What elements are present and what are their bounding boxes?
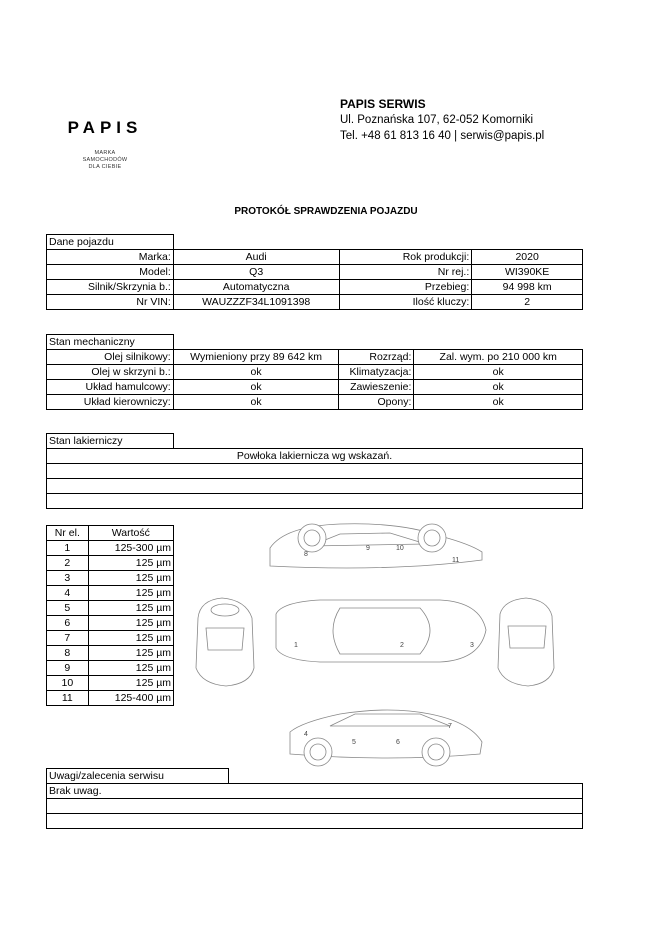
section-title: Dane pojazdu — [47, 235, 174, 250]
element-value: 125 µm — [88, 646, 173, 661]
element-value: 125 µm — [88, 616, 173, 631]
element-number: 8 — [47, 646, 89, 661]
element-number: 9 — [47, 661, 89, 676]
field-label: Nr rej.: — [339, 265, 472, 280]
element-value: 125 µm — [88, 571, 173, 586]
mechanical-table — [46, 334, 583, 410]
element-number: 11 — [47, 691, 89, 706]
section-title: Uwagi/zalecenia serwisu — [47, 769, 229, 784]
field-value: Audi — [173, 250, 339, 265]
company-info — [340, 96, 544, 144]
field-value: Zal. wym. po 210 000 km — [414, 350, 583, 365]
field-label: Rozrząd: — [339, 350, 414, 365]
field-value: ok — [414, 365, 583, 380]
field-value: WI390KE — [472, 265, 583, 280]
element-number: 4 — [47, 586, 89, 601]
table-row — [47, 661, 174, 676]
logo-word: PAPIS — [67, 118, 143, 137]
table-row — [47, 365, 583, 380]
element-value: 125-400 µm — [88, 691, 173, 706]
car-rear-view — [498, 598, 554, 686]
table-row — [47, 380, 583, 395]
table-row — [47, 616, 174, 631]
element-number: 7 — [47, 631, 89, 646]
table-row — [47, 265, 583, 280]
car-side-view-bottom — [290, 710, 482, 766]
field-value: Wymieniony przy 89 642 km — [173, 350, 339, 365]
field-label: Marka: — [47, 250, 174, 265]
diagram-label: 3 — [470, 642, 474, 649]
field-value: ok — [173, 365, 339, 380]
car-diagram — [190, 518, 560, 770]
table-row — [47, 395, 583, 410]
section-title: Stan lakierniczy — [47, 434, 174, 449]
diagram-label: 4 — [304, 731, 308, 738]
vehicle-table — [46, 234, 583, 310]
remarks-text: Brak uwag. — [47, 784, 583, 799]
element-number: 5 — [47, 601, 89, 616]
car-front-view — [196, 598, 254, 686]
table-row — [47, 280, 583, 295]
diagram-label: 6 — [396, 739, 400, 746]
element-number: 6 — [47, 616, 89, 631]
table-row — [47, 541, 174, 556]
paint-table — [46, 433, 583, 509]
diagram-label: 1 — [294, 642, 298, 649]
logo-tagline-line: MARKA — [94, 150, 116, 156]
field-value: 2020 — [472, 250, 583, 265]
field-label: Układ kierowniczy: — [47, 395, 174, 410]
logo-tagline-line: SAMOCHODÓW — [82, 157, 128, 163]
company-name: PAPIS SERWIS — [340, 97, 426, 111]
section-title: Stan mechaniczny — [47, 335, 174, 350]
field-value: ok — [173, 380, 339, 395]
field-label: Przebieg: — [339, 280, 472, 295]
column-header: Wartość — [88, 526, 173, 541]
field-value: Automatyczna — [173, 280, 339, 295]
table-row — [47, 250, 583, 265]
field-label: Klimatyzacja: — [339, 365, 414, 380]
table-row — [47, 691, 174, 706]
diagram-label: 10 — [396, 545, 404, 552]
car-top-view — [276, 600, 486, 662]
car-side-view-top — [270, 524, 482, 568]
diagram-label: 9 — [366, 545, 370, 552]
table-row — [47, 676, 174, 691]
table-row — [47, 586, 174, 601]
field-label: Ilość kluczy: — [339, 295, 472, 310]
logo-tagline — [64, 150, 146, 171]
field-value: Q3 — [173, 265, 339, 280]
field-value: ok — [173, 395, 339, 410]
table-row — [47, 295, 583, 310]
element-number: 2 — [47, 556, 89, 571]
diagram-label: 5 — [352, 739, 356, 746]
field-label: Opony: — [339, 395, 414, 410]
remarks-table — [46, 768, 583, 829]
empty-row — [47, 814, 583, 829]
field-value: 2 — [472, 295, 583, 310]
diagram-label: 7 — [448, 723, 452, 730]
element-value: 125 µm — [88, 601, 173, 616]
empty-row — [47, 464, 583, 479]
table-row — [47, 646, 174, 661]
field-label: Układ hamulcowy: — [47, 380, 174, 395]
element-number: 1 — [47, 541, 89, 556]
empty-row — [47, 479, 583, 494]
field-label: Nr VIN: — [47, 295, 174, 310]
diagram-label: 11 — [452, 557, 460, 564]
field-label: Olej silnikowy: — [47, 350, 174, 365]
table-row — [47, 631, 174, 646]
table-row — [47, 571, 174, 586]
logo-tagline-line: DLA CIEBIE — [88, 164, 122, 170]
document-title: PROTOKÓŁ SPRAWDZENIA POJAZDU — [234, 206, 418, 217]
element-value: 125 µm — [88, 661, 173, 676]
field-value: WAUZZZF34L1091398 — [173, 295, 339, 310]
field-value: 94 998 km — [472, 280, 583, 295]
element-value: 125 µm — [88, 556, 173, 571]
field-label: Olej w skrzyni b.: — [47, 365, 174, 380]
diagram-label: 2 — [400, 642, 404, 649]
logo — [64, 118, 146, 171]
field-label: Model: — [47, 265, 174, 280]
element-value: 125 µm — [88, 586, 173, 601]
paint-note: Powłoka lakiernicza wg wskazań. — [47, 449, 583, 464]
thickness-table — [46, 525, 174, 706]
element-number: 3 — [47, 571, 89, 586]
element-value: 125-300 µm — [88, 541, 173, 556]
diagram-label: 8 — [304, 551, 308, 558]
field-value: ok — [414, 395, 583, 410]
field-value: ok — [414, 380, 583, 395]
company-address: Ul. Poznańska 107, 62-052 Komorniki — [340, 114, 534, 126]
element-value: 125 µm — [88, 631, 173, 646]
company-contact: Tel. +48 61 813 16 40 | serwis@papis.pl — [340, 130, 545, 142]
field-label: Rok produkcji: — [339, 250, 472, 265]
field-label: Silnik/Skrzynia b.: — [47, 280, 174, 295]
table-row — [47, 601, 174, 616]
element-value: 125 µm — [88, 676, 173, 691]
empty-row — [47, 799, 583, 814]
empty-row — [47, 494, 583, 509]
column-header: Nr el. — [47, 526, 89, 541]
element-number: 10 — [47, 676, 89, 691]
field-label: Zawieszenie: — [339, 380, 414, 395]
table-row — [47, 350, 583, 365]
table-row — [47, 556, 174, 571]
